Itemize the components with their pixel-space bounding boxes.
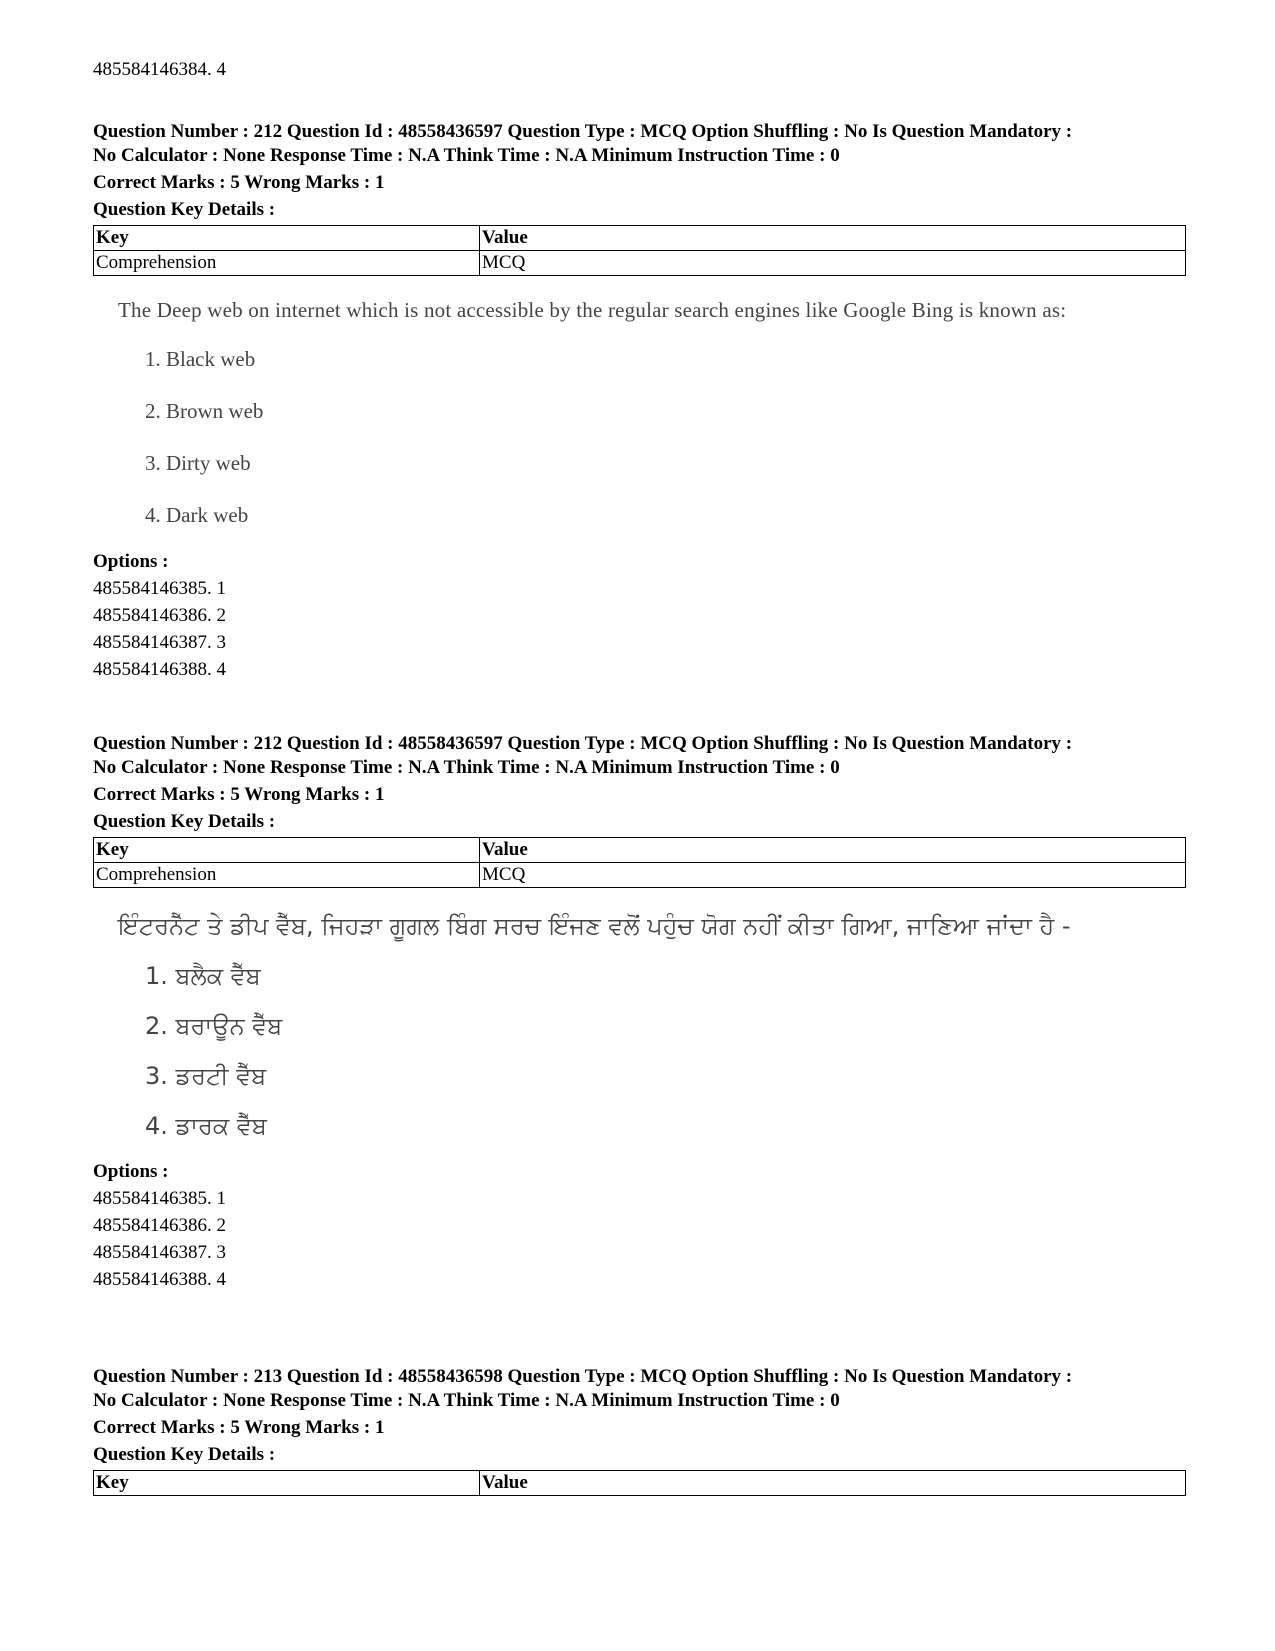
question-header-line-2: No Calculator : None Response Time : N.A Think Time : N.A Minimum Instruction Time : 0 xyxy=(93,145,840,166)
question-header-line-2: No Calculator : None Response Time : N.A Think Time : N.A Minimum Instruction Time : 0 xyxy=(93,1390,840,1411)
option-line: 485584146388. 4 xyxy=(93,1269,226,1290)
table-cell-key: Comprehension xyxy=(94,863,480,888)
question-header-line-1: Question Number : 212 Question Id : 48558436597 Question Type : MCQ Option Shuffling : No Is Question Mandatory : xyxy=(93,733,1073,754)
question-block-212-en xyxy=(93,120,1186,682)
question-block-212-pa xyxy=(93,732,1186,1292)
choice-4: 4. Dark web xyxy=(145,503,249,527)
choice-2: 2. Brown web xyxy=(145,399,264,423)
question-header-line-2: No Calculator : None Response Time : N.A Think Time : N.A Minimum Instruction Time : 0 xyxy=(93,757,840,778)
marks-line: Correct Marks : 5 Wrong Marks : 1 xyxy=(93,784,385,805)
table-header-key: Key xyxy=(94,1471,480,1496)
option-line: 485584146386. 2 xyxy=(93,1215,226,1236)
options-label: Options : xyxy=(93,551,169,572)
marks-line: Correct Marks : 5 Wrong Marks : 1 xyxy=(93,172,385,193)
option-line: 485584146388. 4 xyxy=(93,659,226,680)
key-details-label: Question Key Details : xyxy=(93,199,276,220)
question-image xyxy=(93,912,1186,1140)
option-line: 485584146385. 1 xyxy=(93,578,226,599)
choice-4: 4. ਡਾਰਕ ਵੈੱਬ xyxy=(145,1112,267,1140)
choice-1: 1. Black web xyxy=(145,347,256,371)
key-value-table xyxy=(93,837,1186,888)
question-block-213 xyxy=(93,1365,1186,1496)
question-text: The Deep web on internet which is not accessible by the regular search engines like Google Bing is known as: xyxy=(118,298,1067,322)
table-cell-key: Comprehension xyxy=(94,251,480,276)
key-details-label: Question Key Details : xyxy=(93,811,276,832)
marks-line: Correct Marks : 5 Wrong Marks : 1 xyxy=(93,1417,385,1438)
table-header-key: Key xyxy=(94,226,480,251)
choice-2: 2. ਬਰਾਊਨ ਵੈੱਬ xyxy=(145,1012,283,1040)
option-line: 485584146386. 2 xyxy=(93,605,226,626)
key-value-table xyxy=(93,225,1186,276)
table-cell-value: MCQ xyxy=(480,251,1186,276)
question-header-line-1: Question Number : 212 Question Id : 48558436597 Question Type : MCQ Option Shuffling : No Is Question Mandatory : xyxy=(93,121,1073,142)
key-value-table xyxy=(93,1470,1186,1496)
options-label: Options : xyxy=(93,1161,169,1182)
choice-3: 3. ਡਰਟੀ ਵੈੱਬ xyxy=(145,1062,267,1090)
table-header-value: Value xyxy=(480,226,1186,251)
question-image xyxy=(93,298,1186,528)
table-header-key: Key xyxy=(94,838,480,863)
choice-1: 1. ਬਲੈਕ ਵੈੱਬ xyxy=(145,962,261,990)
option-line: 485584146387. 3 xyxy=(93,632,226,653)
table-header-value: Value xyxy=(480,838,1186,863)
previous-option-line: 485584146384. 4 xyxy=(93,59,226,80)
table-cell-value: MCQ xyxy=(480,863,1186,888)
choice-3: 3. Dirty web xyxy=(145,451,251,475)
question-text: ਇੰਟਰਨੈੱਟ ਤੇ ਡੀਪ ਵੈੱਬ, ਜਿਹੜਾ ਗੂਗਲ ਬਿੰਗ ਸਰਚ ਇੰਜਣ ਵਲੋਂ ਪਹੁੰਚ ਯੋਗ ਨਹੀਂ ਕੀਤਾ ਗਿਆ, ਜਾਣਿਆ ਜਾਂਦਾ ਹੈ - xyxy=(118,912,1071,940)
option-line: 485584146385. 1 xyxy=(93,1188,226,1209)
question-header-line-1: Question Number : 213 Question Id : 48558436598 Question Type : MCQ Option Shuffling : No Is Question Mandatory : xyxy=(93,1366,1073,1387)
table-header-value: Value xyxy=(480,1471,1186,1496)
key-details-label: Question Key Details : xyxy=(93,1444,276,1465)
option-line: 485584146387. 3 xyxy=(93,1242,226,1263)
